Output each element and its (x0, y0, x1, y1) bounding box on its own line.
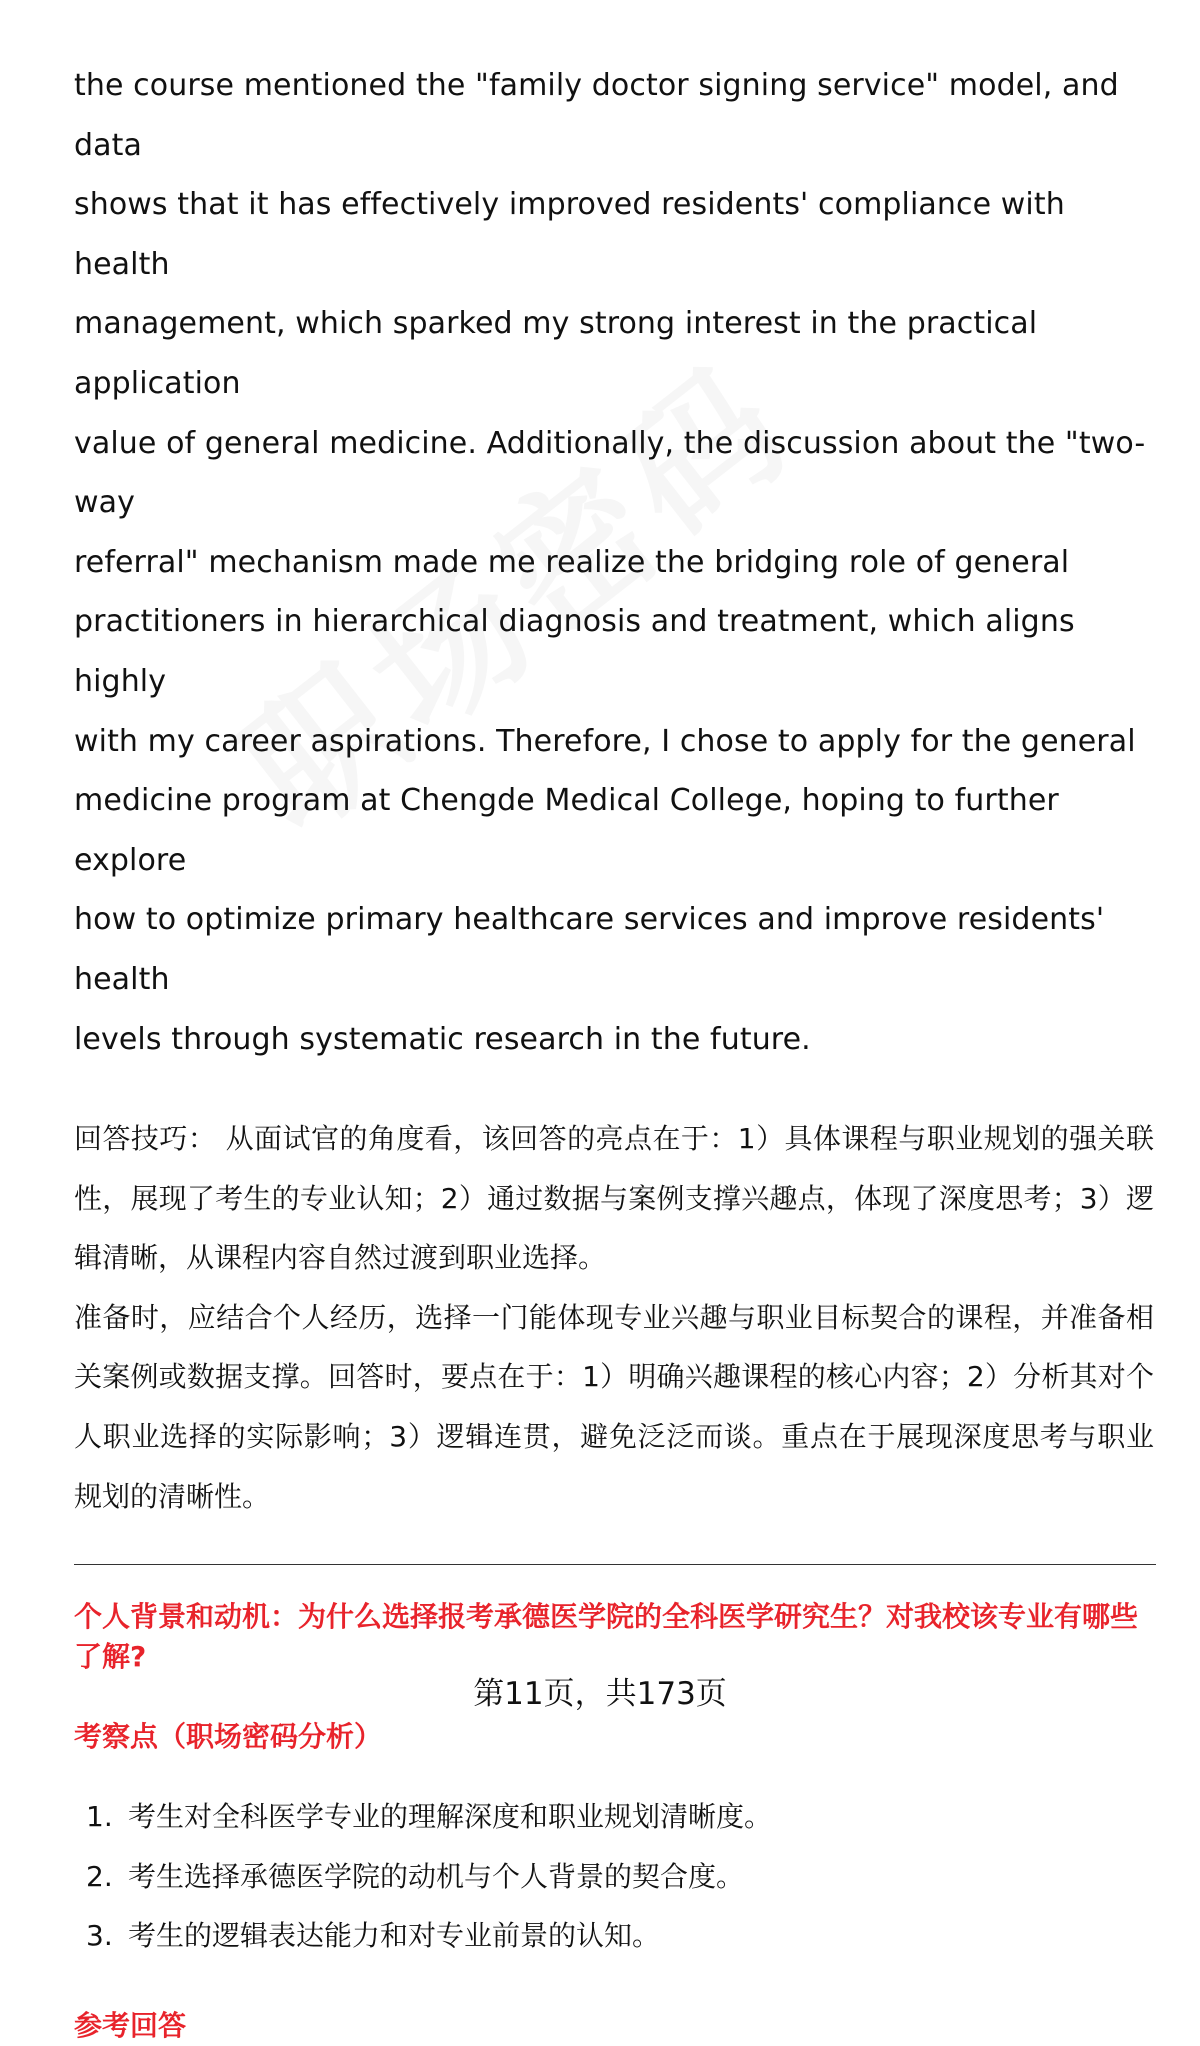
list-number: 3. (86, 1919, 113, 1953)
intro-line: referral" mechanism made me realize the bridging role of general (74, 544, 1070, 580)
list-item (74, 1787, 1154, 1847)
intro-line: medicine program at Chengde Medical College, hoping to further explore (74, 783, 1059, 878)
section-divider (74, 1564, 1156, 1565)
list-text: 考生对全科医学专业的理解深度和职业规划清晰度。 (128, 1800, 773, 1834)
intro-line: management, which sparked my strong interest in the practical application (74, 306, 1038, 401)
intro-line: the course mentioned the "family doctor signing service" model, and data (74, 68, 1119, 163)
list-text: 考生的逻辑表达能力和对专业前景的认知。 (128, 1919, 661, 1953)
intro-line: with my career aspirations. Therefore, I chose to apply for the general (74, 723, 1136, 759)
focus-heading: 考察点（职场密码分析） (74, 1720, 383, 1754)
tips-paragraph: 回答技巧： 从面试官的角度看，该回答的亮点在于：1）具体课程与职业规划的强关联性，展现了考生的专业认知；2）通过数据与案例支撑兴趣点，体现了深度思考；3）逻辑清晰，从课程内容自然过渡到职业选择。 (74, 1122, 1154, 1275)
page-footer (0, 1674, 1200, 1714)
intro-line: shows that it has effectively improved residents' compliance with health (74, 187, 1065, 282)
intro-line: levels through systematic research in the future. (74, 1021, 811, 1057)
page-number: 第11页，共173页 (473, 1676, 727, 1712)
list-number: 1. (86, 1800, 113, 1834)
preparation-paragraph: 准备时，应结合个人经历，选择一门能体现专业兴趣与职业目标契合的课程，并准备相关案例或数据支撑。回答时，要点在于：1）明确兴趣课程的核心内容；2）分析其对个人职业选择的实际影响；3）逻辑连贯，避免泛泛而谈。重点在于展现深度思考与职业规划的清晰性。 (74, 1300, 1154, 1513)
focus-points-list (74, 1787, 1154, 1966)
answer-tips (74, 1109, 1154, 1526)
answer-heading: 参考回答 (74, 2009, 187, 2043)
intro-line: value of general medicine. Additionally, the discussion about the "two-way (74, 425, 1146, 521)
intro-line: how to optimize primary healthcare services and improve residents' health (74, 902, 1105, 997)
intro-paragraph (74, 56, 1154, 1069)
document-page (74, 56, 1154, 2046)
list-number: 2. (86, 1859, 113, 1893)
intro-line: practitioners in hierarchical diagnosis and treatment, which aligns highly (74, 604, 1075, 699)
list-item (74, 1847, 1154, 1907)
list-text: 考生选择承德医学院的动机与个人背景的契合度。 (128, 1859, 745, 1893)
question-title: 个人背景和动机：为什么选择报考承德医学院的全科医学研究生？对我校该专业有哪些了解? (74, 1600, 1139, 1674)
list-item (74, 1906, 1154, 1966)
